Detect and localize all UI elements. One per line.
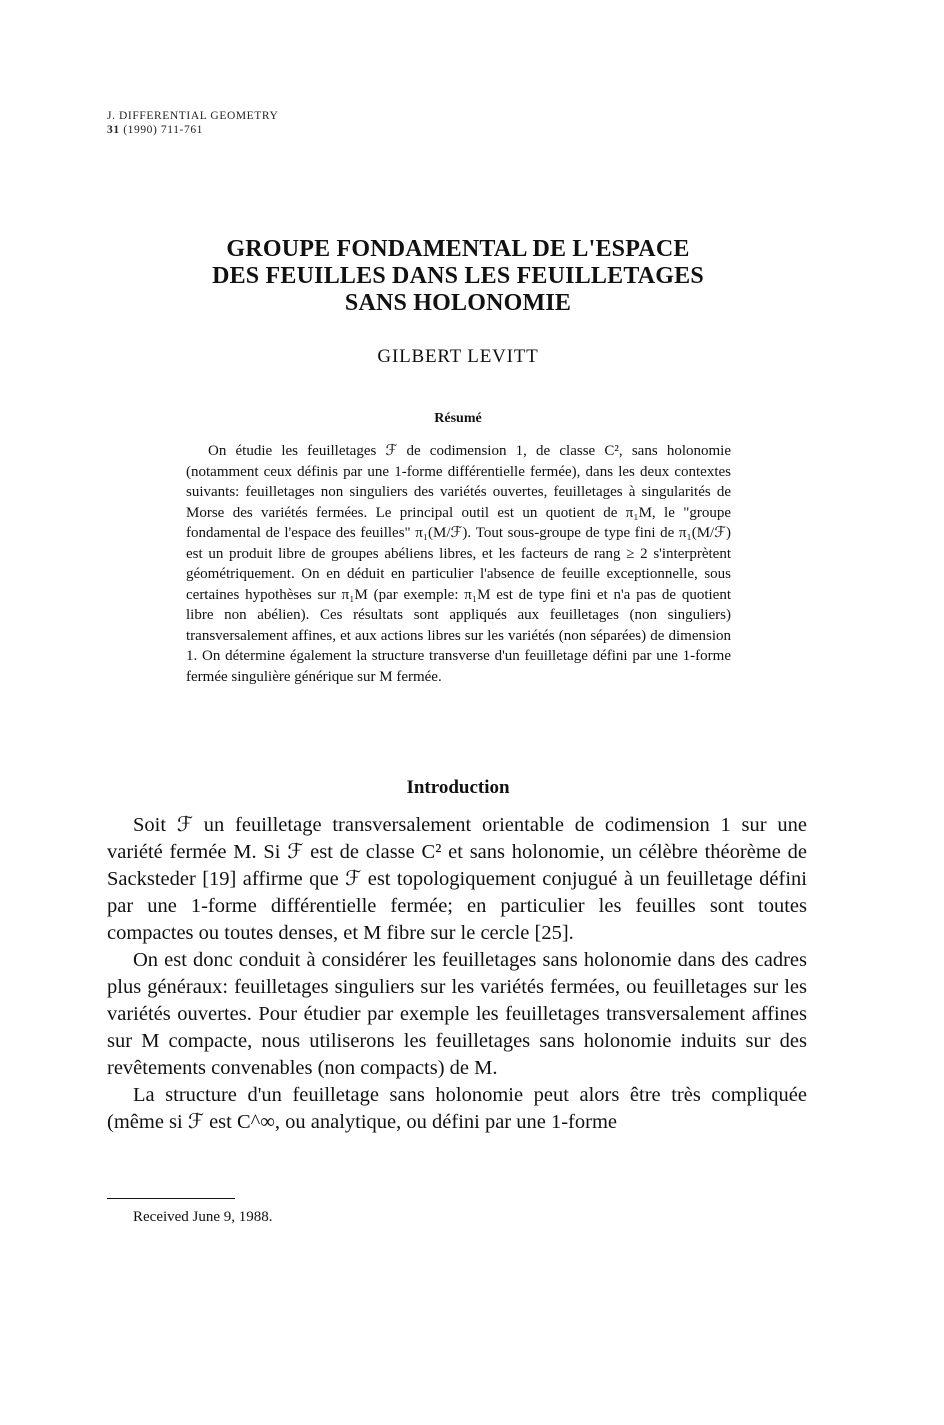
- footnote-received: Received June 9, 1988.: [133, 1209, 273, 1225]
- intro-paragraph-3: La structure d'un feuilletage sans holonomie peut alors être très compliquée (même si ℱ est C^∞, ou analytique, ou défini par une 1-forme: [107, 1084, 807, 1133]
- introduction-heading: Introduction: [406, 777, 510, 798]
- journal-name: J. DIFFERENTIAL GEOMETRY: [107, 110, 279, 122]
- title-line-1: GROUPE FONDAMENTAL DE L'ESPACE: [226, 236, 690, 262]
- journal-header: [107, 109, 278, 137]
- journal-year-pages: (1990) 711-761: [123, 124, 204, 136]
- intro-paragraph-1: Soit ℱ un feuilletage transversalement orientable de codimension 1 sur une variété fermée M. Si ℱ est de classe C² et sans holonomie, un célèbre théorème de Sacksteder [19] affirme que ℱ est topologiquement conjugué à un feuilletage défini par une 1-forme différentielle fermée; en particulier les feuilles sont toutes compactes ou toutes denses, et M fibre sur le cercle [25].: [107, 814, 807, 944]
- footnote-rule: [107, 1198, 235, 1199]
- journal-volume: 31: [107, 124, 120, 136]
- abstract-paragraph: On étudie les feuilletages ℱ de codimension 1, de classe C², sans holonomie (notamment ceux définis par une 1-forme différentielle fermée), dans les deux contextes suivants: feuilletages non singuliers des variétés ouvertes, feuilletages à singularités de Morse des variétés fermées. Le principal outil est un quotient de π₁M, le "groupe fondamental de l'espace des feuilles" π₁(M/ℱ). Tout sous-groupe de type fini de π₁(M/ℱ) est un produit libre de groupes abéliens libres, et les facteurs de rang ≥ 2 s'interprètent géométriquement. On en déduit en particulier l'absence de feuille exceptionnelle, sous certaines hypothèses sur π₁M (par exemple: π₁M est de type fini et n'a pas de quotient libre non abélien). Ces résultats sont appliqués aux feuilletages (non singuliers) transversalement affines, et aux actions libres sur les variétés (non séparées) de dimension 1. On détermine également la structure transverse d'un feuilletage défini par une 1-forme fermée singulière générique sur M fermée.: [186, 443, 731, 685]
- abstract-text: [186, 441, 731, 687]
- journal-volume-line: [107, 123, 278, 137]
- introduction-body: [107, 812, 807, 1136]
- title-line-2: DES FEUILLES DANS LES FEUILLETAGES: [212, 263, 704, 289]
- author-name: GILBERT LEVITT: [377, 346, 539, 367]
- intro-paragraph-2: On est donc conduit à considérer les feuilletages sans holonomie dans des cadres plus généraux: feuilletages singuliers sur les variétés fermées, ou feuilletages sur les variétés ouvertes. Pour étudier par exemple les feuilletages transversalement affines sur M compacte, nous utiliserons les feuilletages sans holonomie induits sur des revêtements convenables (non compacts) de M.: [107, 949, 807, 1079]
- abstract-heading: Résumé: [434, 411, 482, 426]
- paper-title: [107, 236, 809, 317]
- title-line-3: SANS HOLONOMIE: [344, 290, 572, 316]
